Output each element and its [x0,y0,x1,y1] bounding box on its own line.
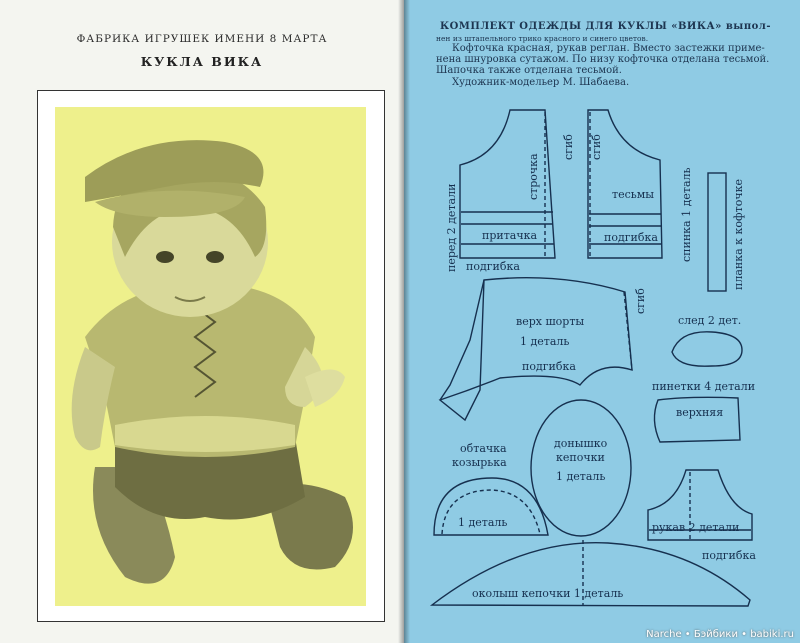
label-back: спинка 1 деталь [680,167,693,262]
label-shorts-top: верх шорты [516,315,585,328]
label-sleeve-hem: подгибка [702,549,756,562]
label-upper: верхняя [676,406,724,419]
label-visor-facing-1: обтачка [460,442,507,455]
label-tape: тесьмы [612,188,655,201]
doll-illustration [55,107,366,606]
pattern-sheet [404,0,800,643]
placket-piece [708,173,726,291]
label-hem-back: подгибка [604,231,658,244]
label-crown-count: 1 деталь [556,470,606,483]
label-visor-count: 1 деталь [458,516,508,529]
label-sole: след 2 дет. [678,314,742,327]
watermark: Narche • Бэйбики • babiki.ru [646,629,794,640]
factory-title: ФАБРИКА ИГРУШЕК ИМЕНИ 8 МАРТА [76,33,328,45]
label-stitch: строчка [527,153,540,200]
sole-piece [672,332,742,366]
description-line-4: нена шнуровка сутажом. По низу кофточка отделана тесьмой. [436,54,770,65]
description-line-6: Художник-модельер М. Шабаева. [452,77,630,88]
doll-title: КУКЛА ВИКА [140,54,264,69]
description-line-1: КОМПЛЕКТ ОДЕЖДЫ ДЛЯ КУКЛЫ «ВИКА» выпол- [440,21,772,32]
label-shorts-hem: подгибка [522,360,576,373]
doll-photo [55,107,366,606]
label-booties: пинетки 4 детали [652,380,756,393]
label-fold-back: сгиб [590,134,603,160]
label-fold: сгиб [562,134,575,160]
description-line-2: нен из штапельного трико красного и синего цветов. [436,34,649,43]
label-crown-1: донышко [554,437,608,450]
label-crown-2: кепочки [556,451,605,464]
label-band: околыш кепочки 1 деталь [472,587,624,600]
bootie-upper-piece [654,397,740,442]
description-line-3: Кофточка красная, рукав реглан. Вместо застежки приме- [452,43,765,54]
label-hem-front: подгибка [466,260,520,273]
photo-frame [37,90,385,622]
label-dart: притачка [482,229,538,242]
label-front: перед 2 детали [445,183,458,272]
label-shorts-count: 1 деталь [520,335,570,348]
crown-piece [531,400,631,536]
label-sleeve: рукав 2 детали [652,521,740,534]
shorts-piece [440,278,632,420]
description-line-5: Шапочка также отделана тесьмой. [436,65,622,76]
label-shorts-fold: сгиб [634,288,647,314]
label-visor-facing-2: козырька [452,456,507,469]
label-placket: планка к кофточке [732,179,745,290]
